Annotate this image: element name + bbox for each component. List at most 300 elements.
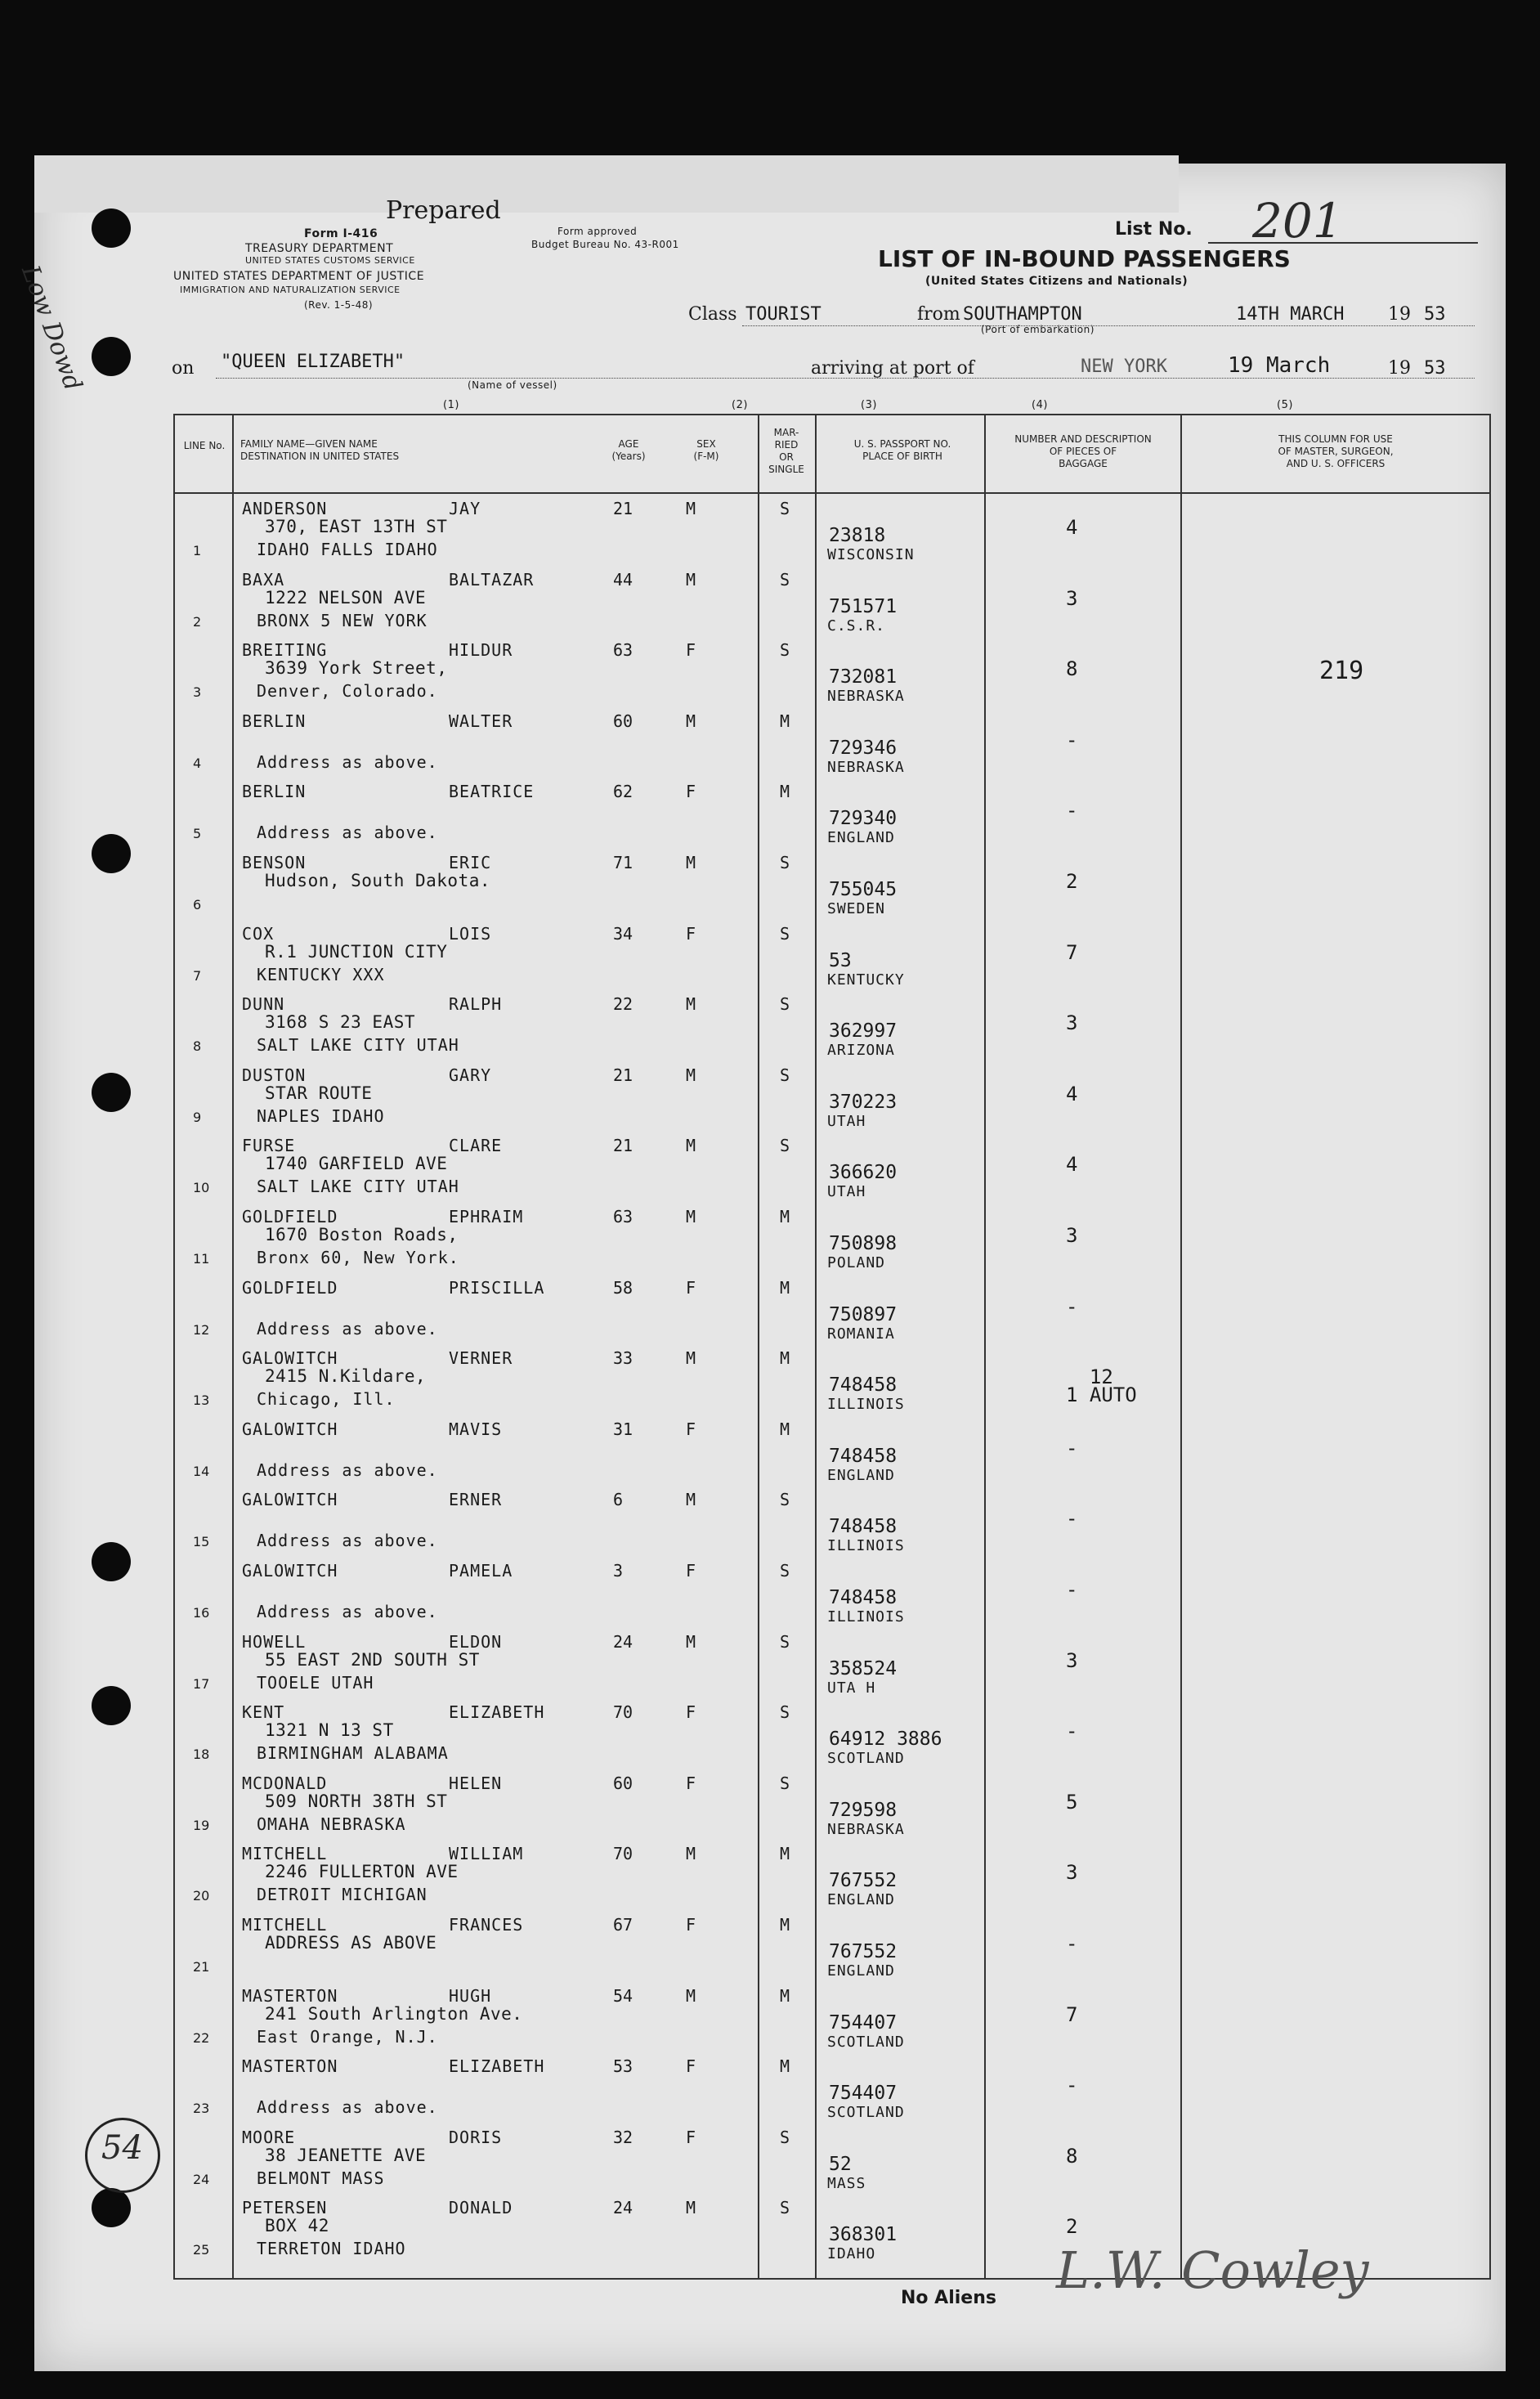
place-of-birth: WISCONSIN [827,546,915,563]
age: 6 [613,1490,624,1510]
arrival-port: NEW YORK [1081,356,1167,377]
address-line-1: 370, EAST 13TH ST [265,517,448,536]
place-of-birth: KENTUCKY [827,971,905,989]
document-sheet [16,164,1506,2371]
line-number: 25 [193,2242,210,2258]
family-name: GOLDFIELD [242,1207,338,1226]
ins-service: IMMIGRATION AND NATURALIZATION SERVICE [180,285,401,295]
form-title: LIST OF IN-BOUND PASSENGERS [878,245,1291,272]
family-name: BERLIN [242,782,307,802]
age: 24 [613,1631,633,1652]
col-head-age: AGE (Years) [611,438,646,462]
marital-status: M [780,711,790,731]
address-line-1: ADDRESS AS ABOVE [265,1933,437,1953]
address-line-2: Chicago, Ill. [257,1389,396,1410]
age: 58 [613,1277,633,1298]
given-name: DONALD [449,2198,513,2218]
address-line-1: 241 South Arlington Ave. [265,2003,523,2024]
address-line-2: East Orange, N.J. [257,2026,438,2047]
line-number: 19 [193,1817,210,1833]
place-of-birth: ARIZONA [827,1042,895,1060]
table-row [175,919,1489,990]
sex: F [686,1773,696,1793]
form-approved: Form approved [557,226,638,237]
family-name: PETERSEN [242,2198,328,2218]
address-line-1: 3639 York Street, [265,658,448,679]
marital-status: M [780,1277,790,1298]
family-name: ANDERSON [242,499,328,518]
given-name: ERNER [449,1490,503,1510]
given-name: WILLIAM [449,1844,524,1864]
list-no-underline [1208,242,1478,244]
baggage: 4 [1066,516,1078,539]
place-of-birth: POLAND [827,1254,886,1271]
marital-status: M [780,1985,790,2006]
line-number: 4 [193,755,202,771]
sex: M [686,1065,696,1085]
given-name: EPHRAIM [449,1207,524,1226]
line-number: 2 [193,613,202,630]
passport-number: 366620 [829,1162,898,1184]
baggage: 4 [1066,1153,1078,1177]
class-value: TOURIST [745,304,821,325]
baggage: - [1066,799,1078,823]
prepared-label: Prepared [386,196,501,225]
address-line-1: STAR ROUTE [265,1083,373,1103]
col-num-3: (3) [861,399,877,411]
line-number: 24 [193,2171,210,2187]
sex: F [686,1702,696,1723]
place-of-birth: IDAHO [827,2245,876,2263]
age: 33 [613,1348,633,1369]
sex: M [686,1631,696,1652]
baggage: 12 1 AUTO [1066,1365,1137,1407]
line-number: 7 [193,967,202,984]
table-row [175,1273,1489,1344]
justice-dept: UNITED STATES DEPARTMENT OF JUSTICE [173,270,425,283]
address-line-1: 1321 N 13 ST [265,1720,394,1741]
table-row [175,1697,1489,1769]
sex: M [686,994,696,1015]
marital-status: S [780,569,790,590]
address-line-2: KENTUCKY XXX [257,964,385,984]
table-row [175,1769,1489,1840]
baggage: 5 [1066,1790,1078,1814]
baggage: 3 [1066,586,1078,610]
baggage: 3 [1066,1224,1078,1247]
marital-status: S [780,1631,790,1652]
address-line-2: Address as above. [257,1460,438,1480]
marital-status: S [780,2127,790,2147]
marital-status: M [780,1419,790,1439]
col-num-4: (4) [1032,399,1048,411]
customs-service: UNITED STATES CUSTOMS SERVICE [245,255,415,266]
form-number: Form I-416 [304,227,378,240]
age: 21 [613,499,633,518]
vessel-note: (Name of vessel) [468,379,557,391]
passport-number: 23818 [829,525,886,546]
line-number: 12 [193,1321,210,1338]
baggage: - [1066,1932,1078,1955]
sex: F [686,640,696,661]
table-row [175,2051,1489,2123]
col-head-name: FAMILY NAME—GIVEN NAME DESTINATION IN UNITED STATES [240,438,400,462]
place-of-birth: SCOTLAND [827,2104,905,2122]
address-line-1: 1222 NELSON AVE [265,587,427,608]
passport-number: 767552 [829,1941,898,1962]
given-name: PRISCILLA [449,1277,545,1298]
officer-signature: L.W. Cowley [1056,2240,1369,2300]
baggage: 8 [1066,657,1078,681]
given-name: ELDON [449,1631,503,1652]
place-of-birth: ENGLAND [827,1891,895,1909]
address-line-2: BIRMINGHAM ALABAMA [257,1743,449,1764]
marital-status: M [780,782,790,802]
age: 22 [613,994,633,1015]
from-value: SOUTHAMPTON [963,304,1082,325]
address-line-2: OMAHA NEBRASKA [257,1814,406,1834]
table-row [175,1202,1489,1273]
given-name: CLARE [449,1136,503,1156]
vessel-name: "QUEEN ELIZABETH" [221,352,405,372]
table-row [175,1981,1489,2052]
age: 24 [613,2198,633,2218]
table-row [175,1415,1489,1486]
address-line-1: 55 EAST 2ND SOUTH ST [265,1649,480,1670]
line-number: 8 [193,1038,202,1055]
given-name: PAMELA [449,1561,513,1581]
place-of-birth: UTA H [827,1679,876,1697]
baggage: 7 [1066,940,1078,964]
arrive-year: 53 [1424,358,1446,379]
marital-status: M [780,1915,790,1935]
family-name: BAXA [242,569,285,590]
punch-hole [92,1073,131,1112]
marital-status: M [780,1844,790,1864]
sex: F [686,782,696,802]
table-row [175,1627,1489,1698]
list-no-label: List No. [1115,219,1193,240]
line-number: 21 [193,1959,210,1975]
table-row [175,1556,1489,1627]
age: 54 [613,1985,633,2006]
age: 70 [613,1844,633,1864]
class-label: Class [688,304,737,325]
col-num-5: (5) [1277,399,1293,411]
baggage: 3 [1066,1648,1078,1672]
address-line-1: 509 NORTH 38TH ST [265,1791,448,1811]
address-line-1: BOX 42 [265,2216,329,2236]
address-line-1: 1670 Boston Roads, [265,1225,459,1244]
address-line-2: Address as above. [257,1531,438,1551]
baggage: 7 [1066,2002,1078,2026]
line-number: 14 [193,1463,210,1479]
sex: F [686,1419,696,1439]
passport-number: 754407 [829,2083,898,2105]
passport-number: 754407 [829,2011,898,2034]
sex: M [686,2198,696,2218]
passport-number: 729598 [829,1799,898,1821]
sex: F [686,923,696,944]
address-line-1: 3168 S 23 EAST [265,1012,416,1033]
place-of-birth: SCOTLAND [827,2033,905,2051]
family-name: MOORE [242,2127,296,2147]
sex: M [686,1207,696,1226]
address-line-2: Address as above. [257,2097,438,2118]
marital-status: S [780,1561,790,1581]
depart-year: 53 [1424,304,1446,325]
marital-status: S [780,1490,790,1510]
punch-hole [92,1542,131,1581]
family-name: GALOWITCH [242,1348,338,1369]
place-of-birth: SWEDEN [827,900,886,917]
age: 63 [613,1207,633,1226]
place-of-birth: C.S.R. [827,617,886,635]
family-name: BENSON [242,853,307,872]
address-line-2: Denver, Colorado. [257,681,438,702]
marital-status: M [780,1207,790,1226]
place-of-birth: ILLINOIS [827,1608,905,1625]
marital-status: S [780,640,790,661]
treasury-dept: TREASURY DEPARTMENT [245,242,394,255]
family-name: KENT [242,1702,285,1723]
place-of-birth: ILLINOIS [827,1396,905,1414]
age: 32 [613,2127,633,2147]
passport-number: 64912 3886 [829,1729,942,1751]
place-of-birth: NEBRASKA [827,1820,905,1838]
place-of-birth: ENGLAND [827,829,895,847]
page-mark: 54 [101,2129,143,2167]
line-number: 9 [193,1109,202,1125]
marital-status: S [780,499,790,518]
family-name: FURSE [242,1136,296,1156]
address-line-1: 38 JEANETTE AVE [265,2145,427,2165]
col-head-baggage: NUMBER AND DESCRIPTION OF PIECES OF BAGGAGE [1014,433,1152,469]
given-name: RALPH [449,994,503,1015]
family-name: BERLIN [242,711,307,731]
punch-hole [92,209,131,248]
place-of-birth: NEBRASKA [827,688,905,706]
baggage: - [1066,728,1078,751]
baggage: - [1066,1436,1078,1460]
given-name: HELEN [449,1773,503,1793]
address-line-2: Address as above. [257,1602,438,1621]
line-number: 22 [193,2029,210,2046]
col-head-married: MAR- RIED OR SINGLE [768,427,804,475]
baggage: - [1066,1294,1078,1318]
col-num-2: (2) [732,399,748,411]
given-name: LOIS [449,923,492,944]
line-number: 16 [193,1605,210,1621]
class-dotted-line [742,325,1475,326]
table-row [175,848,1489,919]
given-name: JAY [449,499,481,518]
sex: F [686,1561,696,1581]
passport-number: 751571 [829,595,898,617]
sex: M [686,499,696,518]
baggage: - [1066,2074,1078,2097]
table-row [175,1060,1489,1132]
baggage: - [1066,1720,1078,1743]
given-name: HILDUR [449,640,513,661]
passport-number: 748458 [829,1516,898,1538]
baggage: 3 [1066,1861,1078,1885]
table-row [175,1839,1489,1910]
col-head-officers: THIS COLUMN FOR USE OF MASTER, SURGEON, AND U. S. OFFICERS [1278,433,1394,469]
address-line-1: 2415 N.Kildare, [265,1366,427,1387]
officer-note: 219 [1319,657,1364,686]
address-line-2: SALT LAKE CITY UTAH [257,1035,459,1056]
given-name: BEATRICE [449,782,535,802]
address-line-2: TERRETON IDAHO [257,2239,406,2259]
place-of-birth: ILLINOIS [827,1537,905,1555]
family-name: BREITING [242,640,328,661]
budget-bureau: Budget Bureau No. 43-R001 [531,239,679,250]
list-number: 201 [1252,193,1343,249]
given-name: DORIS [449,2127,503,2147]
address-line-2: Bronx 60, New York. [257,1248,459,1267]
given-name: ELIZABETH [449,2056,545,2077]
marital-status: S [780,923,790,944]
table-row [175,1131,1489,1202]
given-name: GARY [449,1065,492,1085]
sex: F [686,2056,696,2077]
given-name: WALTER [449,711,513,731]
table-row [175,777,1489,848]
vessel-dotted-line [216,378,1475,379]
marital-status: M [780,2056,790,2077]
marital-status: S [780,1702,790,1723]
marital-status: S [780,2198,790,2218]
passport-number: 370223 [829,1091,898,1113]
table-row [175,989,1489,1060]
sex: F [686,1277,696,1298]
marital-status: M [780,1348,790,1369]
marital-status: S [780,994,790,1015]
place-of-birth: ENGLAND [827,1962,895,1980]
sex: F [686,1915,696,1935]
line-number: 23 [193,2101,210,2117]
col-head-sex: SEX (F-M) [693,438,719,462]
place-of-birth: UTAH [827,1183,866,1201]
margin-note: Low Dowd [16,262,87,395]
line-number: 17 [193,1675,210,1692]
passport-number: 52 [829,2153,852,2175]
address-line-2: BRONX 5 NEW YORK [257,610,428,630]
baggage: - [1066,1578,1078,1601]
family-name: COX [242,923,275,944]
punch-hole [92,2188,131,2227]
age: 63 [613,640,633,661]
col-num-1: (1) [443,399,459,411]
age: 67 [613,1915,633,1935]
family-name: HOWELL [242,1631,307,1652]
age: 34 [613,923,633,944]
address-line-2: BELMONT MASS [257,2168,385,2188]
sex: M [686,1136,696,1156]
age: 71 [613,853,633,872]
baggage: 8 [1066,2144,1078,2168]
sex: M [686,711,696,731]
baggage: 4 [1066,1082,1078,1105]
age: 31 [613,1419,633,1439]
passport-number: 53 [829,949,852,971]
line-number: 18 [193,1747,210,1763]
line-number: 15 [193,1534,210,1550]
address-line-2: IDAHO FALLS IDAHO [257,540,438,559]
table-row [175,565,1489,636]
table-row [175,494,1489,565]
age: 21 [613,1065,633,1085]
table-row [175,2123,1489,2194]
place-of-birth: ROMANIA [827,1325,895,1343]
age: 3 [613,1561,624,1581]
passport-number: 767552 [829,1870,898,1892]
marital-status: S [780,1136,790,1156]
family-name: DUSTON [242,1065,307,1085]
from-label: from [917,304,960,325]
on-label: on [172,358,195,379]
baggage: 2 [1066,870,1078,893]
address-line-2: DETROIT MICHIGAN [257,1885,428,1905]
sex: M [686,1844,696,1864]
arrival-date: 19 March [1228,353,1331,378]
place-of-birth: ENGLAND [827,1466,895,1484]
given-name: ERIC [449,853,492,872]
passport-number: 750898 [829,1233,898,1254]
family-name: GALOWITCH [242,1561,338,1581]
marital-status: S [780,1065,790,1085]
punch-hole [92,1686,131,1725]
passport-number: 748458 [829,1587,898,1608]
family-name: GOLDFIELD [242,1277,338,1298]
passport-number: 750897 [829,1303,898,1325]
given-name: MAVIS [449,1419,503,1439]
address-line-2: Address as above. [257,823,438,843]
address-line-2: Address as above. [257,1318,438,1339]
address-line-2: TOOELE UTAH [257,1672,374,1693]
given-name: HUGH [449,1985,492,2006]
given-name: ELIZABETH [449,1702,545,1723]
family-name: MASTERTON [242,2056,338,2077]
sex: M [686,1348,696,1369]
line-number: 11 [193,1251,210,1267]
age: 60 [613,1773,633,1793]
place-of-birth: NEBRASKA [827,758,905,776]
address-line-1: R.1 JUNCTION CITY [265,941,448,962]
family-name: MITCHELL [242,1844,328,1864]
no-aliens-label: No Aliens [901,2288,996,2308]
revision: (Rev. 1-5-48) [304,299,374,311]
address-line-1: 2246 FULLERTON AVE [265,1862,459,1882]
embark-note: (Port of embarkation) [981,324,1095,335]
baggage: - [1066,1507,1078,1531]
baggage: 2 [1066,2215,1078,2239]
baggage: 3 [1066,1011,1078,1035]
depart-year-prefix: 19 [1388,304,1411,325]
family-name: MCDONALD [242,1773,328,1793]
depart-date: 14TH MARCH [1236,304,1345,325]
passport-number: 729340 [829,808,898,830]
sex: M [686,569,696,590]
family-name: GALOWITCH [242,1419,338,1439]
address-line-1: 1740 GARFIELD AVE [265,1154,448,1174]
family-name: GALOWITCH [242,1490,338,1510]
sex: M [686,1490,696,1510]
col-head-passport: U. S. PASSPORT NO. PLACE OF BIRTH [853,438,951,462]
arriving-label: arriving at port of [811,358,974,379]
place-of-birth: MASS [827,2174,866,2192]
